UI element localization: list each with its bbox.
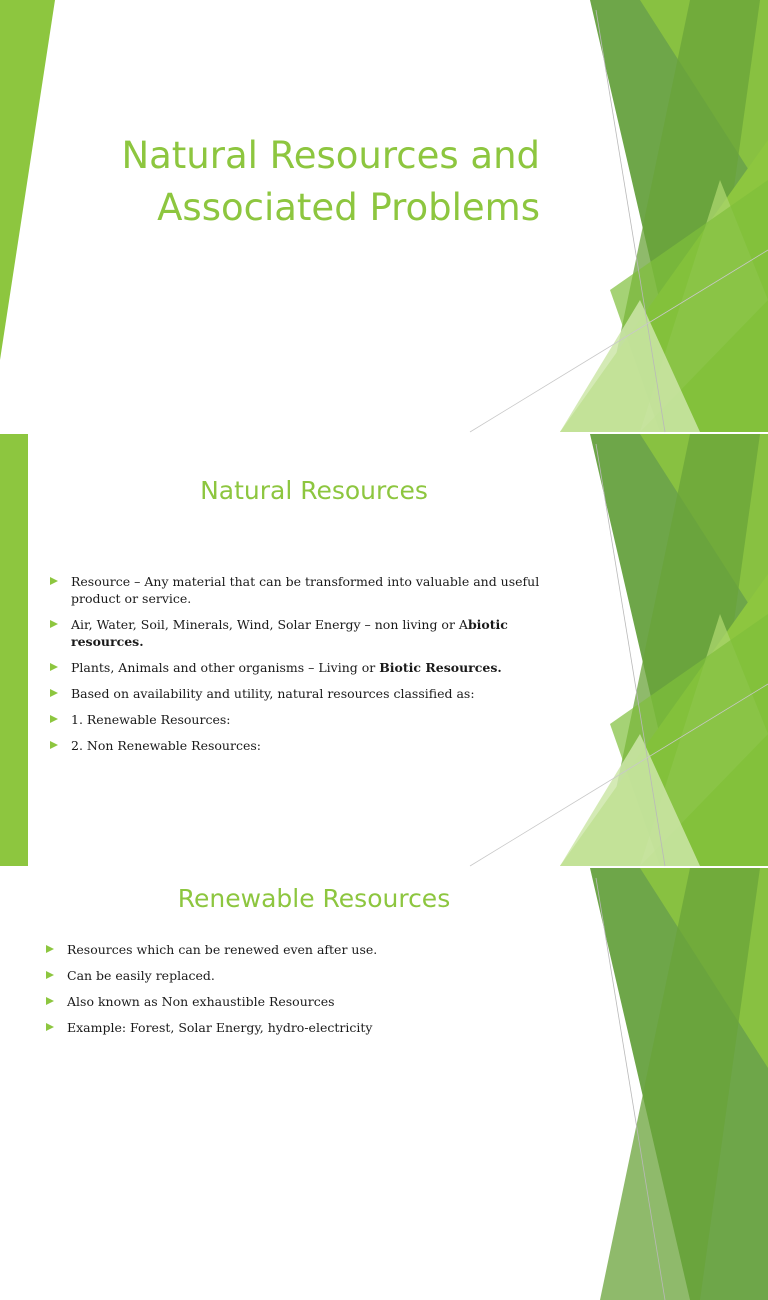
arrow-bullet-icon: [46, 971, 54, 979]
bullet-list: [48, 573, 568, 763]
arrow-bullet-icon: [50, 741, 58, 749]
list-item: 1. Renewable Resources:: [48, 711, 568, 728]
title-line-1: Natural Resources and: [121, 134, 540, 177]
list-item: Air, Water, Soil, Minerals, Wind, Solar Energy – non living or Abiotic resources.: [48, 616, 568, 650]
list-item: Resources which can be renewed even after use.: [44, 941, 564, 958]
list-item: Resource – Any material that can be transformed into valuable and useful product or service.: [48, 573, 568, 607]
arrow-bullet-icon: [50, 620, 58, 628]
arrow-bullet-icon: [46, 997, 54, 1005]
slide-renewable-resources: [0, 868, 768, 1300]
arrow-bullet-icon: [46, 1023, 54, 1031]
slide-natural-resources: [0, 434, 768, 866]
green-triangles-decoration: [0, 868, 768, 1300]
list-item: Plants, Animals and other organisms – Living or Biotic Resources.: [48, 659, 568, 676]
arrow-bullet-icon: [50, 663, 58, 671]
list-item: 2. Non Renewable Resources:: [48, 737, 568, 754]
list-item: Can be easily replaced.: [44, 967, 564, 984]
presentation-title: [80, 130, 540, 234]
title-line-2: Associated Problems: [157, 186, 540, 229]
slide-title: [0, 0, 768, 432]
arrow-bullet-icon: [50, 715, 58, 723]
slide-heading: Renewable Resources: [177, 884, 451, 913]
list-item: Based on availability and utility, natural resources classified as:: [48, 685, 568, 702]
slide-heading: Natural Resources: [200, 476, 428, 505]
arrow-bullet-icon: [46, 945, 54, 953]
arrow-bullet-icon: [50, 689, 58, 697]
list-item: Also known as Non exhaustible Resources: [44, 993, 564, 1010]
bullet-list: [44, 941, 564, 1045]
list-item: Example: Forest, Solar Energy, hydro-electricity: [44, 1019, 564, 1036]
arrow-bullet-icon: [50, 577, 58, 585]
